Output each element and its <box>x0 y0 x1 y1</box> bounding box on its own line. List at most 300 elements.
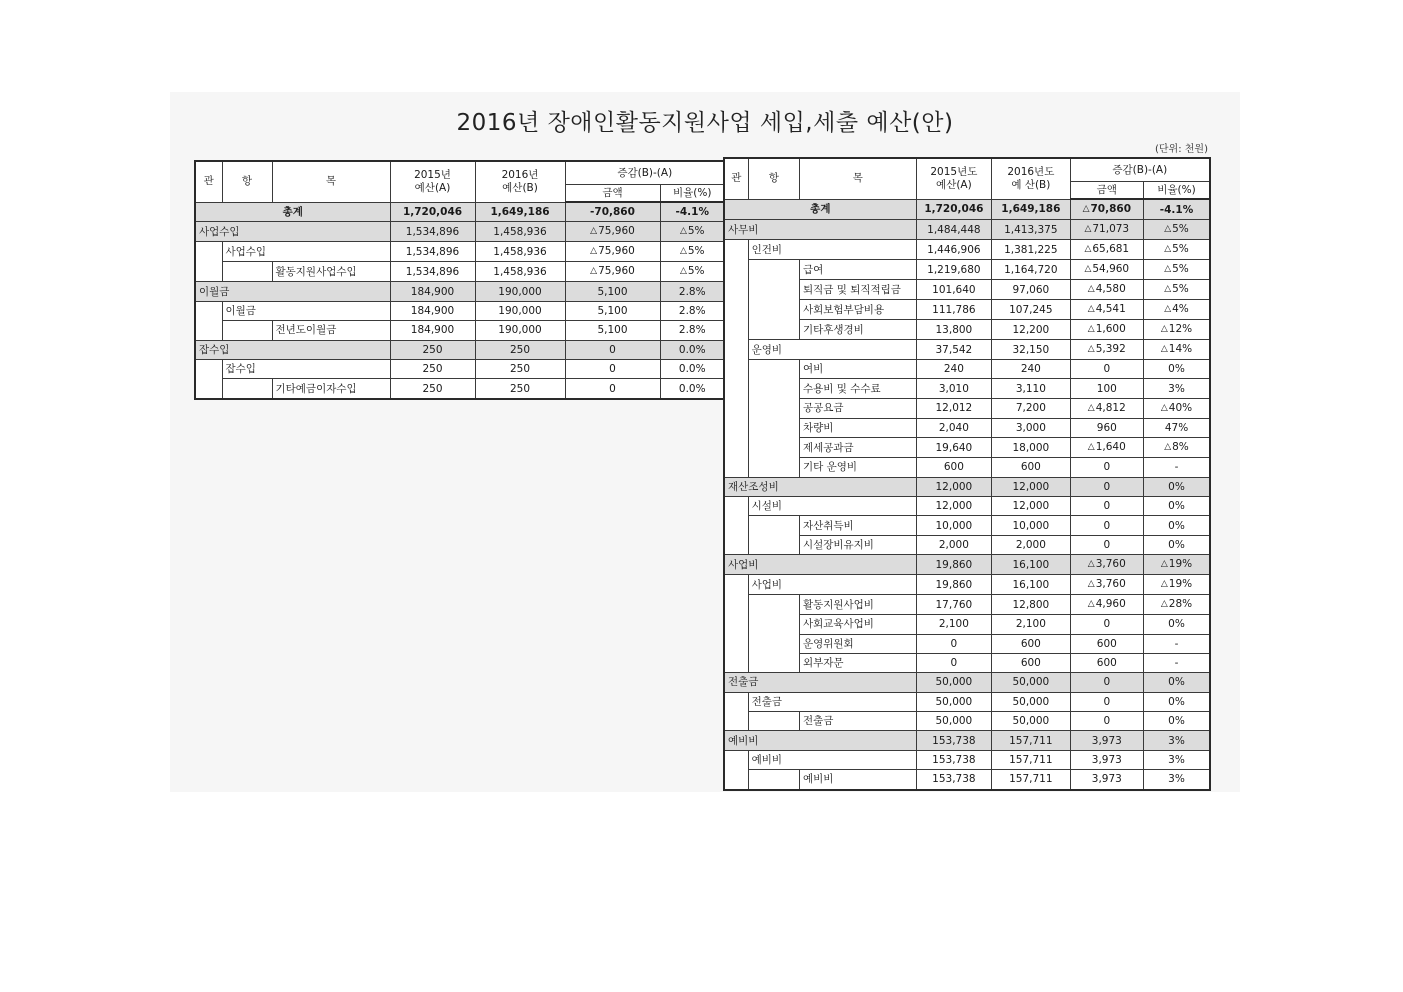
table-row <box>195 340 725 359</box>
prev-budget <box>390 282 475 301</box>
prev-budget <box>916 516 991 535</box>
decrease-triangle-icon: △ <box>590 226 598 237</box>
hang-label-text: 이월금 <box>225 304 256 317</box>
curr-budget-text: 10,000 <box>1012 519 1050 532</box>
diff-amount <box>565 321 660 340</box>
header-prev-budget <box>390 161 475 202</box>
hang-label <box>748 692 916 711</box>
hang-label-text: 잡수입 <box>225 363 256 376</box>
gwan-spacer <box>724 595 748 615</box>
diff-ratio-text: 2.8% <box>678 324 706 337</box>
table-row <box>195 321 725 340</box>
diff-amount <box>1070 595 1143 615</box>
curr-budget <box>992 240 1070 260</box>
decrease-triangle-icon: △ <box>1084 244 1092 254</box>
table-row <box>195 301 725 320</box>
total-label-text: 총계 <box>282 205 303 218</box>
diff-amount-text: 75,960 <box>598 225 635 238</box>
diff-amount-text: 960 <box>1096 421 1117 434</box>
diff-amount <box>1070 731 1143 750</box>
prev-budget-text: 3,010 <box>938 382 969 395</box>
decrease-triangle-icon: △ <box>1087 344 1095 354</box>
mok-label <box>272 321 390 340</box>
diff-ratio-text: 0% <box>1168 500 1185 513</box>
hang-label-text: 시설비 <box>751 500 783 513</box>
diff-amount <box>1070 673 1143 692</box>
hang-spacer <box>222 262 272 282</box>
mok-label-text: 차량비 <box>802 421 834 434</box>
total-ratio <box>1144 199 1210 220</box>
prev-budget <box>916 418 991 437</box>
curr-budget <box>992 575 1070 595</box>
gwan-spacer <box>724 692 748 711</box>
diff-amount <box>1070 438 1143 458</box>
header-hang-text: 항 <box>768 172 779 185</box>
header-hang <box>222 161 272 202</box>
mok-label <box>799 615 916 634</box>
diff-ratio <box>660 321 725 340</box>
gwan-spacer <box>724 300 748 320</box>
table-row <box>724 300 1210 320</box>
mok-label-text: 운영위원회 <box>802 637 854 650</box>
diff-amount-text: 1,640 <box>1095 441 1126 454</box>
curr-budget <box>475 379 565 399</box>
decrease-triangle-icon: △ <box>1087 324 1095 334</box>
header-diff <box>1070 158 1210 182</box>
header-curr-budget <box>475 161 565 202</box>
prev-budget <box>390 262 475 282</box>
prev-budget <box>390 222 475 242</box>
prev-budget <box>916 634 991 653</box>
prev-budget-text: 1,534,896 <box>405 265 460 278</box>
gwan-label <box>724 555 916 575</box>
diff-ratio <box>1144 398 1210 418</box>
mok-label <box>799 595 916 615</box>
mok-label <box>799 280 916 300</box>
gwan-label-text: 사업수입 <box>199 225 240 238</box>
diff-ratio-text: 40% <box>1168 401 1193 414</box>
curr-budget-text: 190,000 <box>498 285 542 298</box>
gwan-label <box>724 477 916 496</box>
curr-budget <box>992 300 1070 320</box>
diff-amount-text: 0 <box>1103 480 1111 493</box>
document-title: 2016년 장애인활동지원사업 세입,세출 예산(안) <box>456 110 954 136</box>
decrease-triangle-icon: △ <box>1164 244 1172 254</box>
diff-amount <box>1070 220 1143 240</box>
diff-amount-text: 0 <box>1103 538 1111 551</box>
table-row <box>724 731 1210 750</box>
decrease-triangle-icon: △ <box>1084 264 1092 274</box>
mok-label <box>799 418 916 437</box>
diff-ratio-text: 47% <box>1164 421 1189 434</box>
diff-amount <box>1070 260 1143 280</box>
diff-amount-text: 0 <box>1103 500 1111 513</box>
curr-budget <box>475 321 565 340</box>
prev-budget <box>916 360 991 379</box>
prev-budget <box>916 280 991 300</box>
mok-label-text: 기타후생경비 <box>802 323 864 336</box>
prev-budget <box>916 496 991 515</box>
curr-budget <box>992 731 1070 750</box>
gwan-spacer <box>195 321 222 340</box>
prev-budget-text: 13,800 <box>935 323 973 336</box>
hang-label-text: 사업수입 <box>225 245 267 258</box>
curr-budget-text: 50,000 <box>1012 676 1050 689</box>
diff-amount-text: 5,100 <box>597 285 628 298</box>
prev-budget <box>390 359 475 378</box>
decrease-triangle-icon: △ <box>1160 402 1168 413</box>
curr-budget-text: 12,000 <box>1012 500 1050 513</box>
decrease-triangle-icon: △ <box>1160 599 1168 610</box>
prev-budget-text: 17,760 <box>935 598 973 611</box>
gwan-label-text: 잡수입 <box>199 343 230 356</box>
decrease-triangle-icon: △ <box>1087 402 1095 413</box>
mok-label-text: 급여 <box>802 263 824 276</box>
decrease-triangle-icon: △ <box>1164 264 1172 274</box>
prev-budget-text: 19,860 <box>935 558 973 571</box>
curr-budget-text: 600 <box>1020 637 1041 650</box>
header-mok-text: 목 <box>325 175 337 188</box>
curr-budget <box>992 418 1070 437</box>
diff-ratio-text: 19% <box>1168 558 1193 571</box>
diff-amount <box>1070 360 1143 379</box>
curr-budget-text: 12,200 <box>1012 323 1050 336</box>
diff-amount <box>565 242 660 262</box>
hang-spacer <box>748 300 799 320</box>
table-row <box>724 516 1210 535</box>
curr-budget <box>992 360 1070 379</box>
table-row <box>724 320 1210 340</box>
header-gwan <box>195 161 222 202</box>
diff-amount <box>565 222 660 242</box>
mok-label-text: 기타예금이자수입 <box>275 382 357 395</box>
header-mok <box>272 161 390 202</box>
diff-ratio <box>1144 575 1210 595</box>
hang-spacer <box>748 438 799 458</box>
hang-spacer <box>748 280 799 300</box>
header-gwan <box>724 158 748 199</box>
mok-label-text: 제세공과금 <box>802 441 854 454</box>
decrease-triangle-icon: △ <box>1164 442 1172 453</box>
gwan-spacer <box>724 496 748 515</box>
header-curr-budget <box>992 158 1070 199</box>
income-budget-table <box>194 160 726 400</box>
mok-label <box>799 320 916 340</box>
diff-ratio <box>1144 477 1210 496</box>
curr-budget-text: 3,000 <box>1015 421 1046 434</box>
hang-label <box>222 359 390 378</box>
decrease-triangle-icon: △ <box>1164 224 1172 234</box>
diff-ratio <box>1144 673 1210 692</box>
hang-spacer <box>748 615 799 634</box>
curr-budget-text: 1,381,225 <box>1004 243 1058 256</box>
mok-label-text: 사회교육사업비 <box>802 618 874 631</box>
curr-budget-text: 97,060 <box>1012 283 1050 296</box>
total-prev-text: 1,720,046 <box>924 203 984 216</box>
decrease-triangle-icon: △ <box>1087 599 1095 610</box>
prev-budget-text: 184,900 <box>410 285 455 298</box>
mok-label-text: 사회보험부담비용 <box>802 303 885 316</box>
prev-budget-text: 1,484,448 <box>927 223 981 236</box>
diff-ratio-text: 0% <box>1168 695 1185 708</box>
table-row <box>724 360 1210 379</box>
curr-budget-text: 157,711 <box>1009 734 1053 747</box>
diff-ratio <box>1144 770 1210 790</box>
prev-budget-text: 10,000 <box>935 519 973 532</box>
diff-amount-text: 3,760 <box>1095 558 1126 571</box>
diff-amount <box>1070 634 1143 653</box>
curr-budget <box>992 477 1070 496</box>
curr-budget <box>992 634 1070 653</box>
diff-amount <box>1070 418 1143 437</box>
total-ratio <box>660 202 725 222</box>
table-row <box>724 398 1210 418</box>
mok-label <box>799 653 916 672</box>
hang-label <box>222 242 390 262</box>
diff-amount-text: 0 <box>1103 695 1111 708</box>
diff-ratio-text: 5% <box>687 245 705 258</box>
total-prev-text: 1,720,046 <box>402 205 463 218</box>
hang-spacer <box>748 360 799 379</box>
prev-budget <box>916 555 991 575</box>
prev-budget <box>390 321 475 340</box>
header-row <box>195 161 725 185</box>
gwan-spacer <box>724 712 748 731</box>
diff-amount-text: 600 <box>1096 657 1117 670</box>
diff-amount <box>1070 555 1143 575</box>
prev-budget-text: 1,534,896 <box>405 225 460 238</box>
hang-spacer <box>748 260 799 280</box>
prev-budget-text: 153,738 <box>932 773 976 786</box>
diff-amount-text: 100 <box>1096 382 1117 395</box>
hang-spacer <box>748 398 799 418</box>
diff-amount-text: 600 <box>1096 637 1117 650</box>
hang-label-text: 인건비 <box>751 243 783 256</box>
table-row <box>195 222 725 242</box>
prev-budget-text: 19,860 <box>935 578 973 591</box>
diff-ratio-text: 28% <box>1168 598 1193 611</box>
decrease-triangle-icon: △ <box>679 266 687 277</box>
header-curr-budget-text: 2016년 예산(B) <box>501 168 539 194</box>
diff-ratio-text: 14% <box>1168 343 1193 355</box>
diff-amount <box>1070 477 1143 496</box>
mok-label-text: 자산취득비 <box>802 519 854 532</box>
curr-budget-text: 190,000 <box>498 304 542 317</box>
hang-label <box>748 575 916 595</box>
diff-amount <box>565 282 660 301</box>
diff-amount-text: 0 <box>1103 461 1111 474</box>
prev-budget <box>916 220 991 240</box>
gwan-label <box>195 340 390 359</box>
header-prev-budget-text: 2015년도 예산(A) <box>930 165 978 191</box>
curr-budget <box>992 595 1070 615</box>
hang-spacer <box>748 418 799 437</box>
curr-budget-text: 32,150 <box>1012 343 1050 356</box>
mok-label <box>799 300 916 320</box>
curr-budget-text: 1,413,375 <box>1004 223 1058 236</box>
diff-amount <box>1070 340 1143 360</box>
prev-budget-text: 2,040 <box>938 421 969 434</box>
gwan-spacer <box>724 379 748 398</box>
table-row <box>724 634 1210 653</box>
mok-label <box>799 634 916 653</box>
curr-budget <box>475 301 565 320</box>
diff-ratio <box>660 379 725 399</box>
header-curr-budget-text: 2016년도 예 산(B) <box>1007 165 1055 191</box>
diff-amount-text: 3,760 <box>1095 578 1126 591</box>
table-row <box>724 496 1210 515</box>
diff-ratio-text: 0% <box>1168 519 1185 532</box>
table-row <box>724 220 1210 240</box>
prev-budget-text: 2,000 <box>938 538 969 551</box>
diff-ratio-text: 5% <box>1172 263 1189 275</box>
header-amount <box>1070 182 1143 200</box>
diff-amount-text: 3,973 <box>1091 773 1122 786</box>
header-amount <box>565 185 660 203</box>
curr-budget-text: 3,110 <box>1015 382 1046 395</box>
diff-amount-text: 4,541 <box>1095 303 1126 315</box>
prev-budget-text: 184,900 <box>410 324 455 337</box>
diff-ratio <box>1144 260 1210 280</box>
diff-amount-text: 0 <box>609 343 616 356</box>
curr-budget <box>475 340 565 359</box>
diff-amount <box>1070 398 1143 418</box>
table-row <box>724 595 1210 615</box>
gwan-label <box>195 222 390 242</box>
diff-amount-text: 4,960 <box>1095 598 1126 611</box>
gwan-spacer <box>195 242 222 262</box>
diff-ratio <box>1144 458 1210 477</box>
curr-budget-text: 250 <box>509 382 531 395</box>
curr-budget <box>992 280 1070 300</box>
gwan-spacer <box>724 770 748 790</box>
prev-budget-text: 101,640 <box>932 283 976 296</box>
curr-budget-text: 16,100 <box>1012 558 1050 571</box>
prev-budget <box>916 770 991 790</box>
prev-budget-text: 1,219,680 <box>927 263 981 276</box>
decrease-triangle-icon: △ <box>1087 442 1095 453</box>
prev-budget-text: 12,000 <box>935 480 973 493</box>
diff-amount <box>565 262 660 282</box>
header-hang <box>748 158 799 199</box>
decrease-triangle-icon: △ <box>679 226 687 237</box>
diff-ratio <box>1144 692 1210 711</box>
header-gwan-text: 관 <box>203 175 214 188</box>
curr-budget <box>992 398 1070 418</box>
gwan-spacer <box>724 615 748 634</box>
gwan-label <box>724 731 916 750</box>
total-row <box>724 199 1210 220</box>
diff-ratio <box>1144 280 1210 300</box>
diff-amount-text: 0 <box>1103 618 1111 631</box>
gwan-spacer <box>724 458 748 477</box>
curr-budget <box>992 320 1070 340</box>
mok-label <box>799 260 916 280</box>
hang-label <box>222 301 390 320</box>
gwan-spacer <box>724 340 748 360</box>
expense-budget-table <box>723 157 1211 791</box>
gwan-spacer <box>195 379 222 399</box>
diff-amount <box>1070 240 1143 260</box>
mok-label <box>799 360 916 379</box>
gwan-spacer <box>724 320 748 340</box>
prev-budget-text: 1,446,906 <box>927 243 981 256</box>
diff-amount <box>1070 575 1143 595</box>
hang-label-text: 전출금 <box>751 695 783 708</box>
decrease-triangle-icon: △ <box>1164 304 1172 314</box>
mok-label <box>272 379 390 399</box>
table-row <box>195 282 725 301</box>
curr-budget <box>992 750 1070 769</box>
curr-budget <box>992 615 1070 634</box>
mok-label-text: 여비 <box>802 363 824 376</box>
curr-budget-text: 7,200 <box>1015 402 1046 415</box>
diff-ratio-text: 5% <box>687 225 705 238</box>
prev-budget-text: 37,542 <box>935 343 973 356</box>
table-row <box>724 418 1210 437</box>
total-curr <box>475 202 565 222</box>
hang-label <box>748 340 916 360</box>
mok-label-text: 전년도이월금 <box>275 324 337 337</box>
diff-ratio <box>1144 555 1210 575</box>
header-mok <box>799 158 916 199</box>
curr-budget <box>992 379 1070 398</box>
diff-ratio <box>1144 438 1210 458</box>
prev-budget <box>916 340 991 360</box>
diff-ratio-text: 3% <box>1168 773 1185 786</box>
gwan-spacer <box>724 418 748 437</box>
table-row <box>724 260 1210 280</box>
diff-amount-text: 1,600 <box>1095 323 1126 335</box>
curr-budget <box>992 692 1070 711</box>
mok-label <box>799 770 916 790</box>
diff-ratio <box>1144 653 1210 672</box>
table-row <box>195 379 725 399</box>
diff-ratio-text: 0% <box>1168 715 1185 728</box>
header-hang-text: 항 <box>241 175 253 188</box>
diff-amount <box>565 340 660 359</box>
hang-label-text: 사업비 <box>751 578 783 591</box>
mok-label-text: 활동지원사업수입 <box>275 265 357 278</box>
table-row <box>724 673 1210 692</box>
total-prev <box>390 202 475 222</box>
prev-budget <box>390 340 475 359</box>
decrease-triangle-icon: △ <box>590 266 598 277</box>
diff-amount-text: 71,073 <box>1092 223 1130 235</box>
gwan-spacer <box>724 280 748 300</box>
table-row <box>195 262 725 282</box>
total-curr-text: 1,649,186 <box>1001 203 1061 216</box>
header-diff <box>565 161 725 185</box>
curr-budget <box>992 673 1070 692</box>
prev-budget-text: 0 <box>950 637 958 650</box>
hang-spacer <box>748 535 799 554</box>
hang-spacer <box>222 379 272 399</box>
gwan-spacer <box>724 750 748 769</box>
table-row <box>724 340 1210 360</box>
curr-budget-text: 600 <box>1020 657 1041 670</box>
prev-budget <box>916 458 991 477</box>
diff-amount-text: 5,100 <box>597 304 628 317</box>
mok-label-text: 활동지원사업비 <box>802 598 874 611</box>
curr-budget-text: 2,000 <box>1015 538 1046 551</box>
prev-budget <box>916 595 991 615</box>
curr-budget-text: 190,000 <box>498 324 542 337</box>
diff-amount <box>565 359 660 378</box>
decrease-triangle-icon: △ <box>1160 324 1168 334</box>
diff-ratio-text: 2.8% <box>678 285 706 298</box>
prev-budget-text: 250 <box>422 382 443 395</box>
